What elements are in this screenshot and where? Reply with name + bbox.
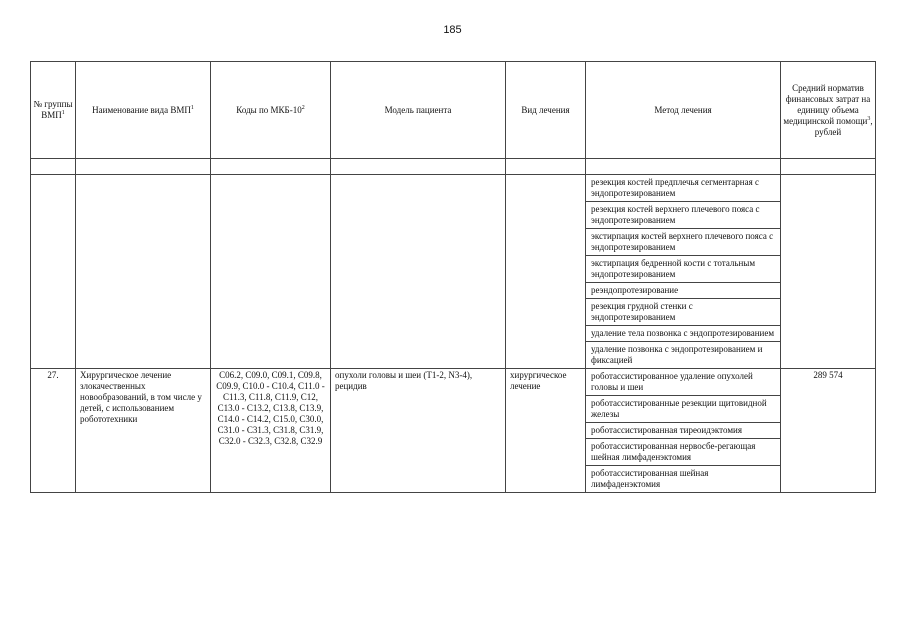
table-row (31, 175, 876, 202)
method-cell: резекция костей верхнего плечевого пояса с эндопротезированием (586, 202, 781, 229)
table-row (31, 369, 876, 396)
method-cell: экстирпация бедренной кости с тотальным эндопротезированием (586, 256, 781, 283)
cost-cell: 289 574 (781, 369, 876, 493)
header-vmp-name: Наименование вида ВМП$^1$ (76, 62, 211, 159)
vmp-table (30, 61, 876, 493)
header-treatment-method: Метод лечения (586, 62, 781, 159)
patient-model-cell: опухоли головы и шеи (T1-2, N3-4), рецидив (331, 369, 506, 493)
method-cell: экстирпация костей верхнего плечевого пояса с эндопротезированием (586, 229, 781, 256)
method-cell: роботассистированная нервосбе-регающая шейная лимфаденэктомия (586, 439, 781, 466)
spacer-row (31, 159, 876, 175)
icd-codes-cell: C06.2, C09.0, C09.1, C09.8, C09.9, C10.0 - C10.4, C11.0 - C11.3, C11.8, C11.9, C12, C13.0 - C13.2, C13.8, C13.9, C14.0 - C14.2, C15.0, C30.0, C31.0 - C31.3, C31.8, C31.9, C32.0 - C32.3, C32.8, C32.9 (211, 369, 331, 493)
method-cell: роботассистированные резекции щитовидной железы (586, 396, 781, 423)
vmp-name-cell: Хирургическое лечение злокачественных новообразований, в том числе у детей, с использованием робототехники (76, 369, 211, 493)
method-cell: удаление позвонка с эндопротезированием и фиксацией (586, 342, 781, 369)
method-cell: реэндопротезирование (586, 283, 781, 299)
treatment-type-cell: хирургическое лечение (506, 369, 586, 493)
group-number-cell: 27. (31, 369, 76, 493)
method-cell: резекция костей предплечья сегментарная с эндопротезированием (586, 175, 781, 202)
header-cost: Средний норматив финансовых затрат на единицу объема медицинской помощи$^3$, рублей (781, 62, 876, 159)
header-row (31, 62, 876, 159)
header-group-number: № группы ВМП$^1$ (31, 62, 76, 159)
method-cell: роботассистированная тиреоидэктомия (586, 423, 781, 439)
method-cell: удаление тела позвонка с эндопротезированием (586, 326, 781, 342)
page-number: 185 (443, 24, 462, 36)
method-cell: роботассистированное удаление опухолей головы и шеи (586, 369, 781, 396)
method-cell: роботассистированная шейная лимфаденэктомия (586, 466, 781, 493)
header-patient-model: Модель пациента (331, 62, 506, 159)
header-treatment-type: Вид лечения (506, 62, 586, 159)
header-icd-codes: Коды по МКБ-$10^2$ (211, 62, 331, 159)
method-cell: резекция грудной стенки с эндопротезированием (586, 299, 781, 326)
